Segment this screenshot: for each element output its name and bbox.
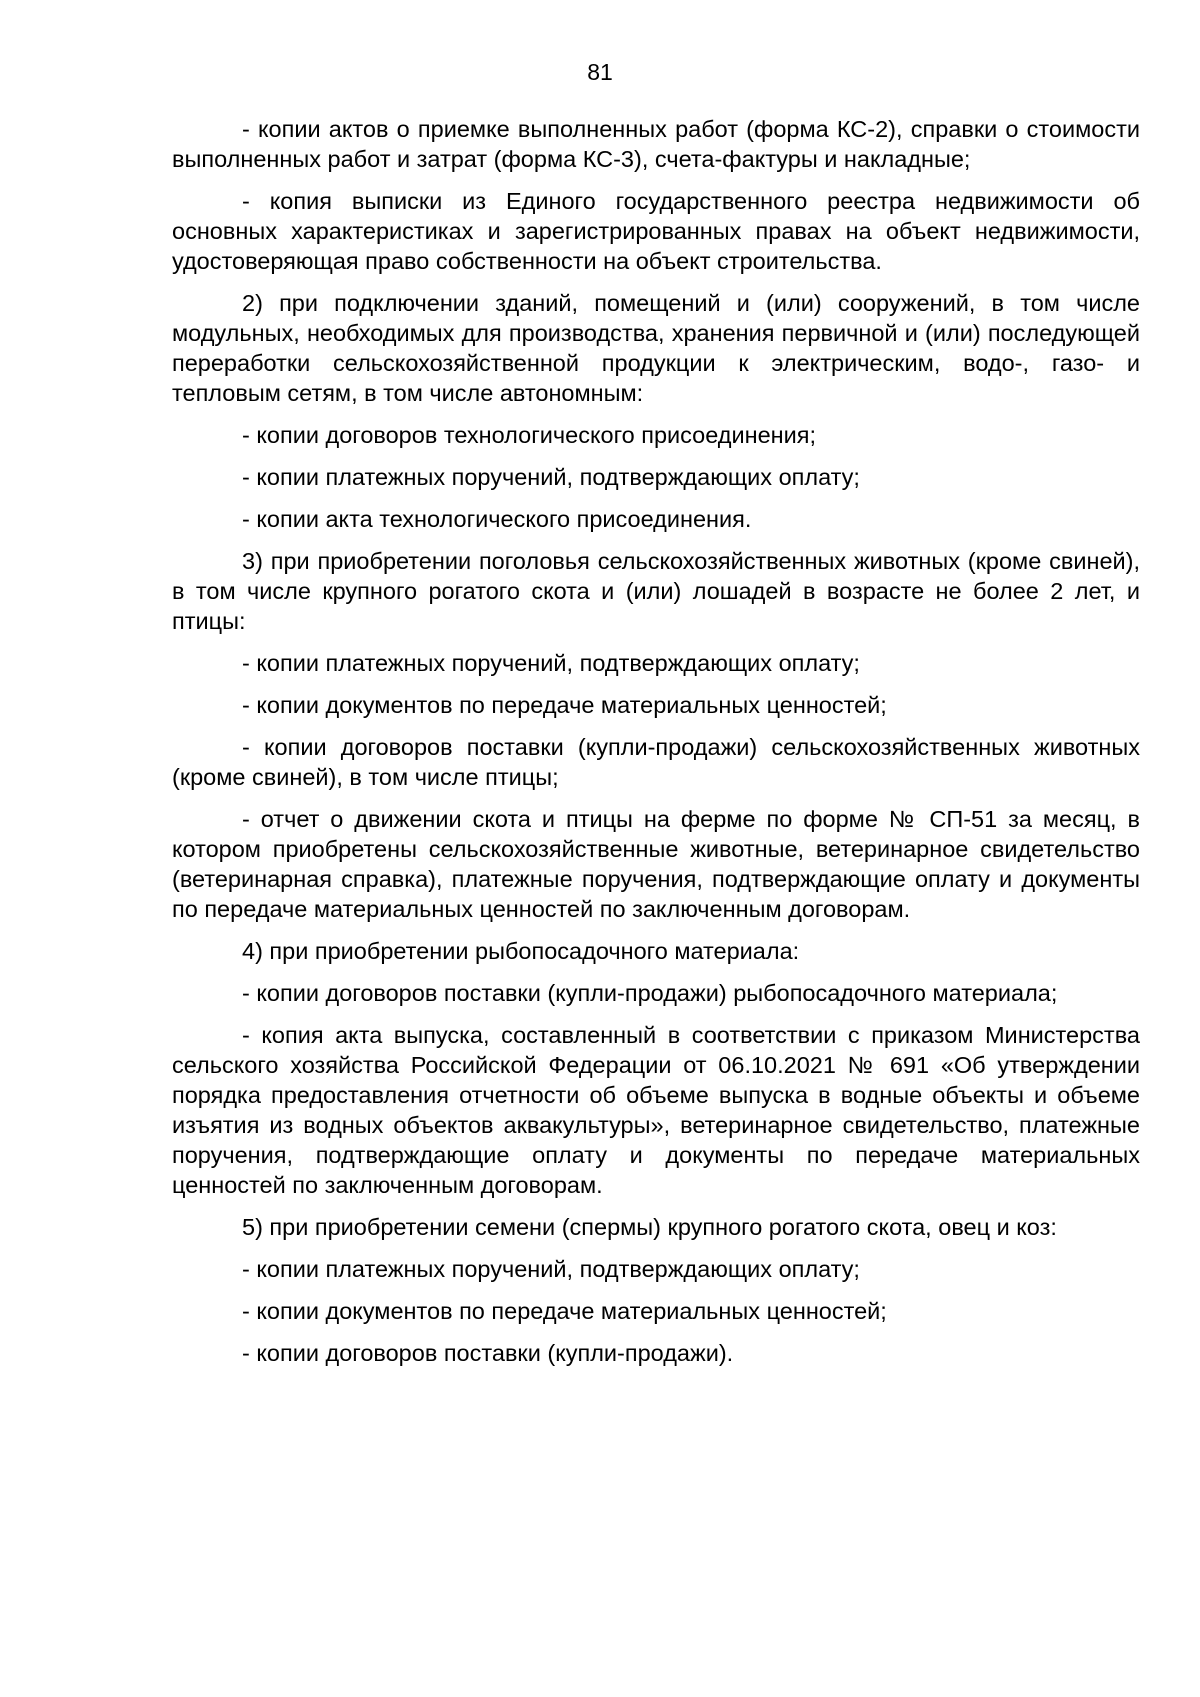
document-body bbox=[172, 114, 1140, 1368]
paragraph-section-2-heading: 2) при подключении зданий, помещений и (или) сооружений, в том числе модульных, необходимых для производства, хранения первичной и (или) последующей переработки сельскохозяйственной продукции к электрическим, водо-, газо- и тепловым сетям, в том числе автономным: bbox=[172, 290, 1140, 406]
paragraph-section-4-heading: 4) при приобретении рыбопосадочного материала: bbox=[242, 938, 800, 964]
page-number: 81 bbox=[587, 59, 613, 85]
paragraph-egrn-extract: - копия выписки из Единого государственного реестра недвижимости об основных характеристиках и зарегистрированных правах на объект недвижимости, удостоверяющая право собственности на объект строительства. bbox=[172, 188, 1140, 274]
list-item-payment-orders: - копии платежных поручений, подтверждающих оплату; bbox=[242, 650, 860, 676]
list-item-release-act: - копия акта выпуска, составленный в соответствии с приказом Министерства сельского хозяйства Российской Федерации от 06.10.2021 № 691 «Об утверждении порядка предоставления отчетности об объеме выпуска в водные объекты и объеме изъятия из водных объектов аквакультуры», ветеринарное свидетельство, платежные поручения, подтверждающие оплату и документы по передаче материальных ценностей по заключенным договорам. bbox=[172, 1022, 1140, 1198]
list-item-payment-orders: - копии платежных поручений, подтверждающих оплату; bbox=[242, 464, 860, 490]
paragraph-section-3-heading: 3) при приобретении поголовья сельскохозяйственных животных (кроме свиней), в том числе крупного рогатого скота и (или) лошадей в возрасте не более 2 лет, и птицы: bbox=[172, 548, 1140, 634]
list-item-connection-act: - копии акта технологического присоединения. bbox=[242, 506, 752, 532]
list-item-transfer-documents: - копии документов по передаче материальных ценностей; bbox=[242, 1298, 887, 1324]
list-item-connection-contracts: - копии договоров технологического присоединения; bbox=[242, 422, 817, 448]
paragraph-section-5-heading: 5) при приобретении семени (спермы) крупного рогатого скота, овец и коз: bbox=[242, 1214, 1057, 1240]
list-item-fish-supply-contracts: - копии договоров поставки (купли-продажи) рыбопосадочного материала; bbox=[242, 980, 1058, 1006]
paragraph-ks-acts: - копии актов о приемке выполненных работ (форма КС-2), справки о стоимости выполненных работ и затрат (форма КС-3), счета-фактуры и накладные; bbox=[172, 116, 1140, 172]
list-item-transfer-documents: - копии документов по передаче материальных ценностей; bbox=[242, 692, 887, 718]
list-item-supply-contracts: - копии договоров поставки (купли-продажи). bbox=[242, 1340, 734, 1366]
list-item-sp51-report: - отчет о движении скота и птицы на ферме по форме № СП-51 за месяц, в котором приобретены сельскохозяйственные животные, ветеринарное свидетельство (ветеринарная справка), платежные поручения, подтверждающие оплату и документы по передаче материальных ценностей по заключенным договорам. bbox=[172, 806, 1140, 922]
list-item-payment-orders: - копии платежных поручений, подтверждающих оплату; bbox=[242, 1256, 860, 1282]
list-item-animal-supply-contracts: - копии договоров поставки (купли-продажи) сельскохозяйственных животных (кроме свиней), в том числе птицы; bbox=[172, 734, 1140, 790]
